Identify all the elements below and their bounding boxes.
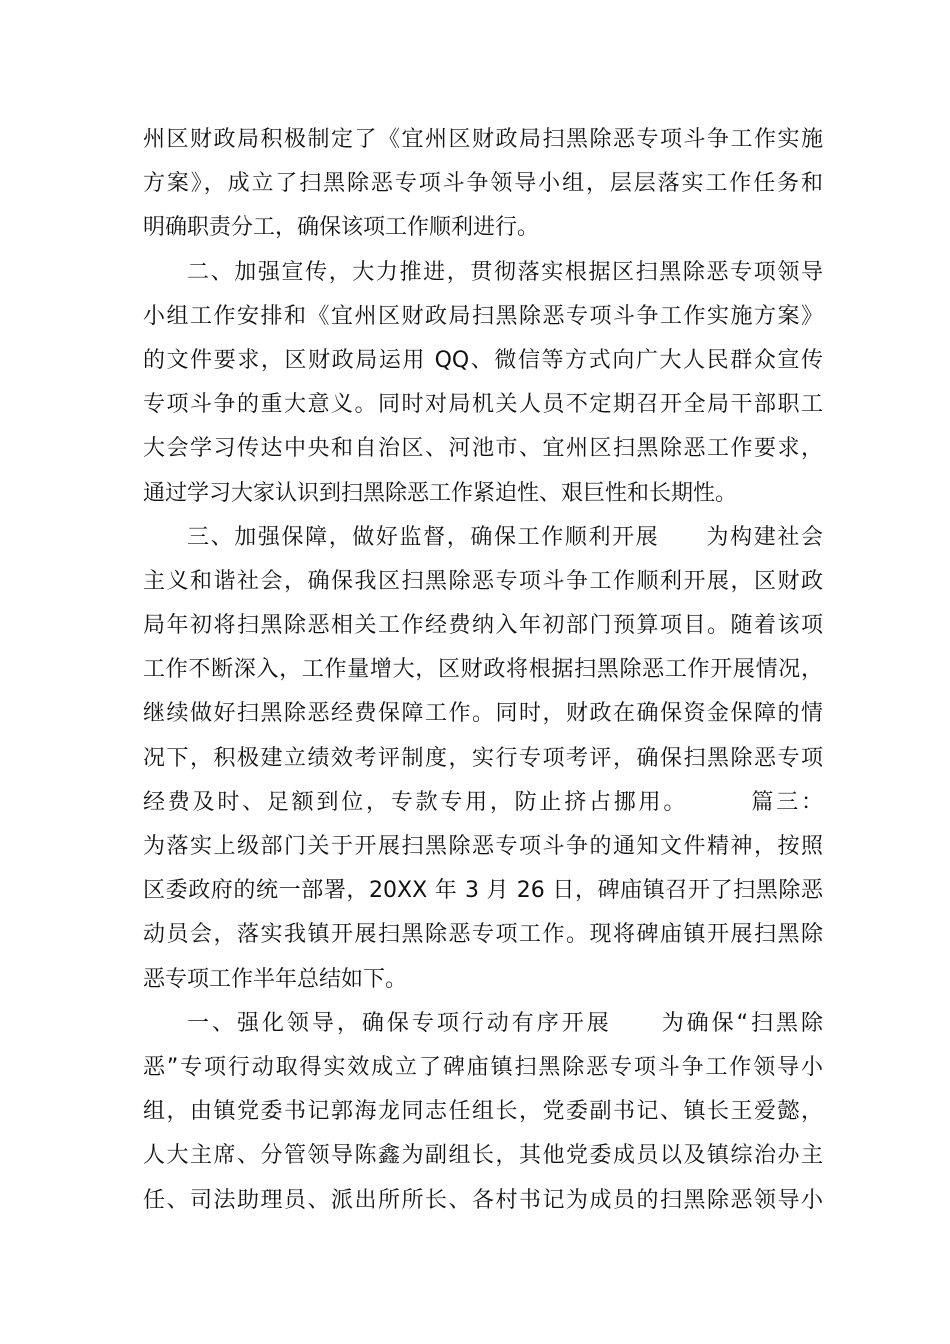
text-line: 专项斗争的重大意义。同时对局机关人员不定期召开全局干部职工 <box>143 392 823 418</box>
text-line: 任、司法助理员、派出所所长、各村书记为成员的扫黑除恶领导小 <box>143 1187 823 1213</box>
text-line: 组，由镇党委书记郭海龙同志任组长，党委副书记、镇长王爱懿， <box>143 1099 823 1125</box>
text-line: 方案》，成立了扫黑除恶专项斗争领导小组，层层落实工作任务和 <box>143 171 823 197</box>
text-line: 恶专项工作半年总结如下。 <box>143 966 408 992</box>
text-line: 恶”专项行动取得实效成立了碑庙镇扫黑除恶专项斗争工作领导小 <box>143 1054 823 1080</box>
text-line: 的文件要求，区财政局运用 QQ、微信等方式向广大人民群众宣传 <box>143 347 823 373</box>
text-line: 二、加强宣传，大力推进，贯彻落实根据区扫黑除恶专项领导 <box>187 259 823 285</box>
text-line: 主义和谐社会，确保我区扫黑除恶专项斗争工作顺利开展，区财政 <box>143 568 823 594</box>
text-line: 继续做好扫黑除恶经费保障工作。同时，财政在确保资金保障的情 <box>143 701 823 727</box>
text-line: 小组工作安排和《宜州区财政局扫黑除恶专项斗争工作实施方案》 <box>143 303 823 329</box>
text-line: 人大主席、分管领导陈鑫为副组长，其他党委成员以及镇综治办主 <box>143 1143 823 1169</box>
text-line: 三、加强保障，做好监督，确保工作顺利开展 为构建社会 <box>187 524 823 550</box>
text-line: 经费及时、足额到位，专款专用，防止挤占挪用。 篇三： <box>143 789 823 815</box>
text-line: 大会学习传达中央和自治区、河池市、宜州区扫黑除恶工作要求， <box>143 436 823 462</box>
text-line: 为落实上级部门关于开展扫黑除恶专项斗争的通知文件精神，按照 <box>143 834 823 859</box>
text-line: 区委政府的统一部署，20XX 年 3 月 26 日，碑庙镇召开了扫黑除恶 <box>143 878 823 904</box>
text-line: 局年初将扫黑除恶相关工作经费纳入年初部门预算项目。随着该项 <box>143 613 823 639</box>
document-body <box>143 118 823 1223</box>
text-line: 明确职责分工，确保该项工作顺利进行。 <box>143 215 540 241</box>
text-line: 州区财政局积极制定了《宜州区财政局扫黑除恶专项斗争工作实施 <box>143 127 823 152</box>
text-line: 工作不断深入，工作量增大，区财政将根据扫黑除恶工作开展情况， <box>143 657 823 683</box>
text-line: 通过学习大家认识到扫黑除恶工作紧迫性、艰巨性和长期性。 <box>143 480 738 506</box>
text-line: 动员会，落实我镇开展扫黑除恶专项工作。现将碑庙镇开展扫黑除 <box>143 922 823 948</box>
text-line: 况下，积极建立绩效考评制度，实行专项考评，确保扫黑除恶专项 <box>143 745 823 771</box>
text-line: 一、强化领导，确保专项行动有序开展 为确保“扫黑除 <box>187 1010 823 1036</box>
